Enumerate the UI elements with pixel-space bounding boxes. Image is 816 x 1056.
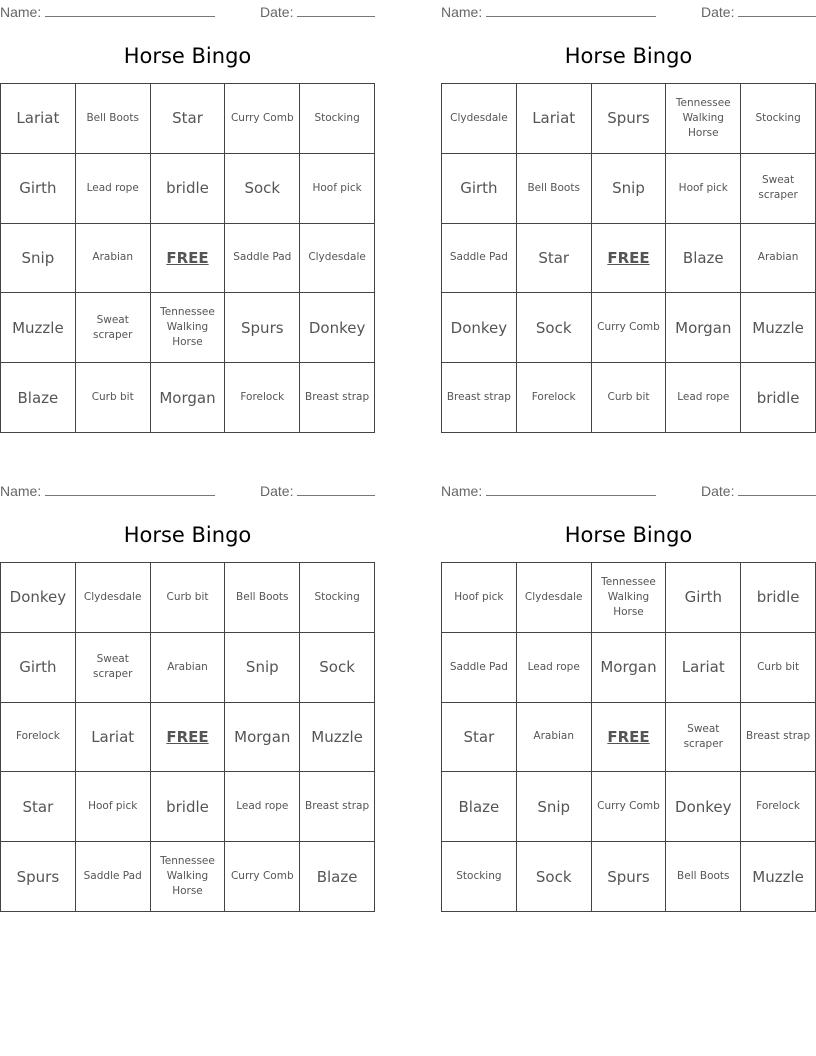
free-space-cell: FREE [151, 703, 226, 773]
date-blank [738, 2, 816, 17]
name-blank [486, 2, 656, 17]
bingo-grid [0, 83, 375, 433]
bingo-cell: Saddle Pad [442, 633, 517, 703]
bingo-cell: Saddle Pad [76, 842, 151, 912]
bingo-cell: Star [517, 224, 592, 294]
bingo-cell: Snip [225, 633, 300, 703]
bingo-cell: Girth [1, 154, 76, 224]
bingo-cell: Girth [442, 154, 517, 224]
date-line [701, 481, 816, 500]
bingo-cell: Star [1, 772, 76, 842]
bingo-cell: Curb bit [151, 563, 226, 633]
name-line [441, 481, 656, 500]
bingo-cell: Clydesdale [76, 563, 151, 633]
bingo-cell: Clydesdale [442, 84, 517, 154]
bingo-cell: Girth [1, 633, 76, 703]
bingo-cell: Forelock [225, 363, 300, 433]
bingo-cell: Bell Boots [76, 84, 151, 154]
bingo-cell: Stocking [300, 563, 375, 633]
bingo-cell: Tennessee Walking Horse [151, 293, 226, 363]
bingo-cell: Tennessee Walking Horse [666, 84, 741, 154]
bingo-cell: Hoof pick [442, 563, 517, 633]
bingo-cell: Arabian [741, 224, 816, 294]
bingo-cell: Morgan [592, 633, 667, 703]
bingo-cell: Forelock [517, 363, 592, 433]
bingo-cell: Spurs [592, 84, 667, 154]
bingo-cell: Snip [517, 772, 592, 842]
bingo-cell: Muzzle [1, 293, 76, 363]
bingo-cell: Curb bit [741, 633, 816, 703]
bingo-cell: Hoof pick [666, 154, 741, 224]
bingo-cell: Tennessee Walking Horse [592, 563, 667, 633]
bingo-cell: Donkey [442, 293, 517, 363]
bingo-cell: Forelock [1, 703, 76, 773]
bingo-grid [441, 83, 816, 433]
bingo-cell: Curry Comb [592, 772, 667, 842]
bingo-cell: Morgan [225, 703, 300, 773]
bingo-grid [441, 562, 816, 912]
bingo-cell: Donkey [1, 563, 76, 633]
bingo-cell: Sock [300, 633, 375, 703]
bingo-cell: bridle [741, 563, 816, 633]
name-label: Name: [441, 4, 483, 20]
bingo-cell: Bell Boots [666, 842, 741, 912]
bingo-cell: bridle [741, 363, 816, 433]
bingo-cell: Arabian [151, 633, 226, 703]
bingo-cell: Hoof pick [76, 772, 151, 842]
bingo-cell: Muzzle [741, 293, 816, 363]
name-label: Name: [0, 483, 42, 499]
bingo-cell: Lariat [517, 84, 592, 154]
bingo-cell: Clydesdale [517, 563, 592, 633]
date-line [260, 2, 375, 21]
name-line [0, 481, 215, 500]
bingo-cell: Lead rope [666, 363, 741, 433]
name-line [441, 2, 656, 21]
bingo-cell: Clydesdale [300, 224, 375, 294]
name-label: Name: [441, 483, 483, 499]
bingo-cell: Muzzle [300, 703, 375, 773]
bingo-cell: Snip [592, 154, 667, 224]
bingo-grid [0, 562, 375, 912]
bingo-card [0, 0, 375, 440]
bingo-cell: Sock [225, 154, 300, 224]
card-title: Horse Bingo [123, 44, 252, 68]
bingo-cell: Star [151, 84, 226, 154]
date-label: Date: [260, 4, 294, 20]
bingo-cell: Lead rope [517, 633, 592, 703]
free-space-cell: FREE [592, 224, 667, 294]
free-space-cell: FREE [592, 703, 667, 773]
bingo-cell: Blaze [300, 842, 375, 912]
bingo-cell: Bell Boots [225, 563, 300, 633]
bingo-cell: Donkey [666, 772, 741, 842]
date-blank [297, 2, 375, 17]
bingo-cell: Sweat scraper [666, 703, 741, 773]
bingo-cell: Lead rope [225, 772, 300, 842]
bingo-cell: Breast strap [300, 363, 375, 433]
bingo-cell: Spurs [225, 293, 300, 363]
bingo-cell: Curb bit [76, 363, 151, 433]
bingo-cell: Lariat [76, 703, 151, 773]
free-space-cell: FREE [151, 224, 226, 294]
bingo-card [0, 479, 375, 919]
bingo-cell: Saddle Pad [225, 224, 300, 294]
bingo-cell: Morgan [151, 363, 226, 433]
bingo-cell: Hoof pick [300, 154, 375, 224]
bingo-cell: bridle [151, 772, 226, 842]
card-title: Horse Bingo [123, 523, 252, 547]
name-blank [45, 2, 215, 17]
bingo-cell: Curry Comb [225, 84, 300, 154]
bingo-cell: Lariat [666, 633, 741, 703]
card-title: Horse Bingo [564, 44, 693, 68]
bingo-cell: Muzzle [741, 842, 816, 912]
bingo-cell: Sock [517, 842, 592, 912]
bingo-cell: Curry Comb [592, 293, 667, 363]
bingo-cell: Tennessee Walking Horse [151, 842, 226, 912]
bingo-cell: Blaze [666, 224, 741, 294]
date-label: Date: [260, 483, 294, 499]
bingo-cell: Breast strap [442, 363, 517, 433]
bingo-cell: Spurs [592, 842, 667, 912]
date-label: Date: [701, 4, 735, 20]
bingo-cell: Breast strap [741, 703, 816, 773]
card-title: Horse Bingo [564, 523, 693, 547]
name-blank [45, 481, 215, 496]
date-label: Date: [701, 483, 735, 499]
bingo-cell: Bell Boots [517, 154, 592, 224]
bingo-cell: Sweat scraper [76, 633, 151, 703]
bingo-cell: Sock [517, 293, 592, 363]
bingo-cell: Breast strap [300, 772, 375, 842]
bingo-cell: Curry Comb [225, 842, 300, 912]
bingo-cell: Stocking [300, 84, 375, 154]
bingo-cell: Forelock [741, 772, 816, 842]
name-label: Name: [0, 4, 42, 20]
date-line [701, 2, 816, 21]
bingo-card [441, 479, 816, 919]
bingo-cell: Lead rope [76, 154, 151, 224]
bingo-cell: Arabian [517, 703, 592, 773]
bingo-cell: Lariat [1, 84, 76, 154]
bingo-cell: Girth [666, 563, 741, 633]
bingo-cell: Snip [1, 224, 76, 294]
bingo-cell: Blaze [1, 363, 76, 433]
bingo-cell: Blaze [442, 772, 517, 842]
bingo-cell: Spurs [1, 842, 76, 912]
date-line [260, 481, 375, 500]
date-blank [738, 481, 816, 496]
bingo-cell: Sweat scraper [76, 293, 151, 363]
bingo-cell: Stocking [442, 842, 517, 912]
bingo-cell: Stocking [741, 84, 816, 154]
bingo-cell: Saddle Pad [442, 224, 517, 294]
bingo-card [441, 0, 816, 440]
bingo-cell: Curb bit [592, 363, 667, 433]
bingo-cell: Arabian [76, 224, 151, 294]
bingo-cell: Morgan [666, 293, 741, 363]
date-blank [297, 481, 375, 496]
bingo-cell: bridle [151, 154, 226, 224]
name-line [0, 2, 215, 21]
name-blank [486, 481, 656, 496]
bingo-cell: Star [442, 703, 517, 773]
bingo-cell: Donkey [300, 293, 375, 363]
bingo-cell: Sweat scraper [741, 154, 816, 224]
